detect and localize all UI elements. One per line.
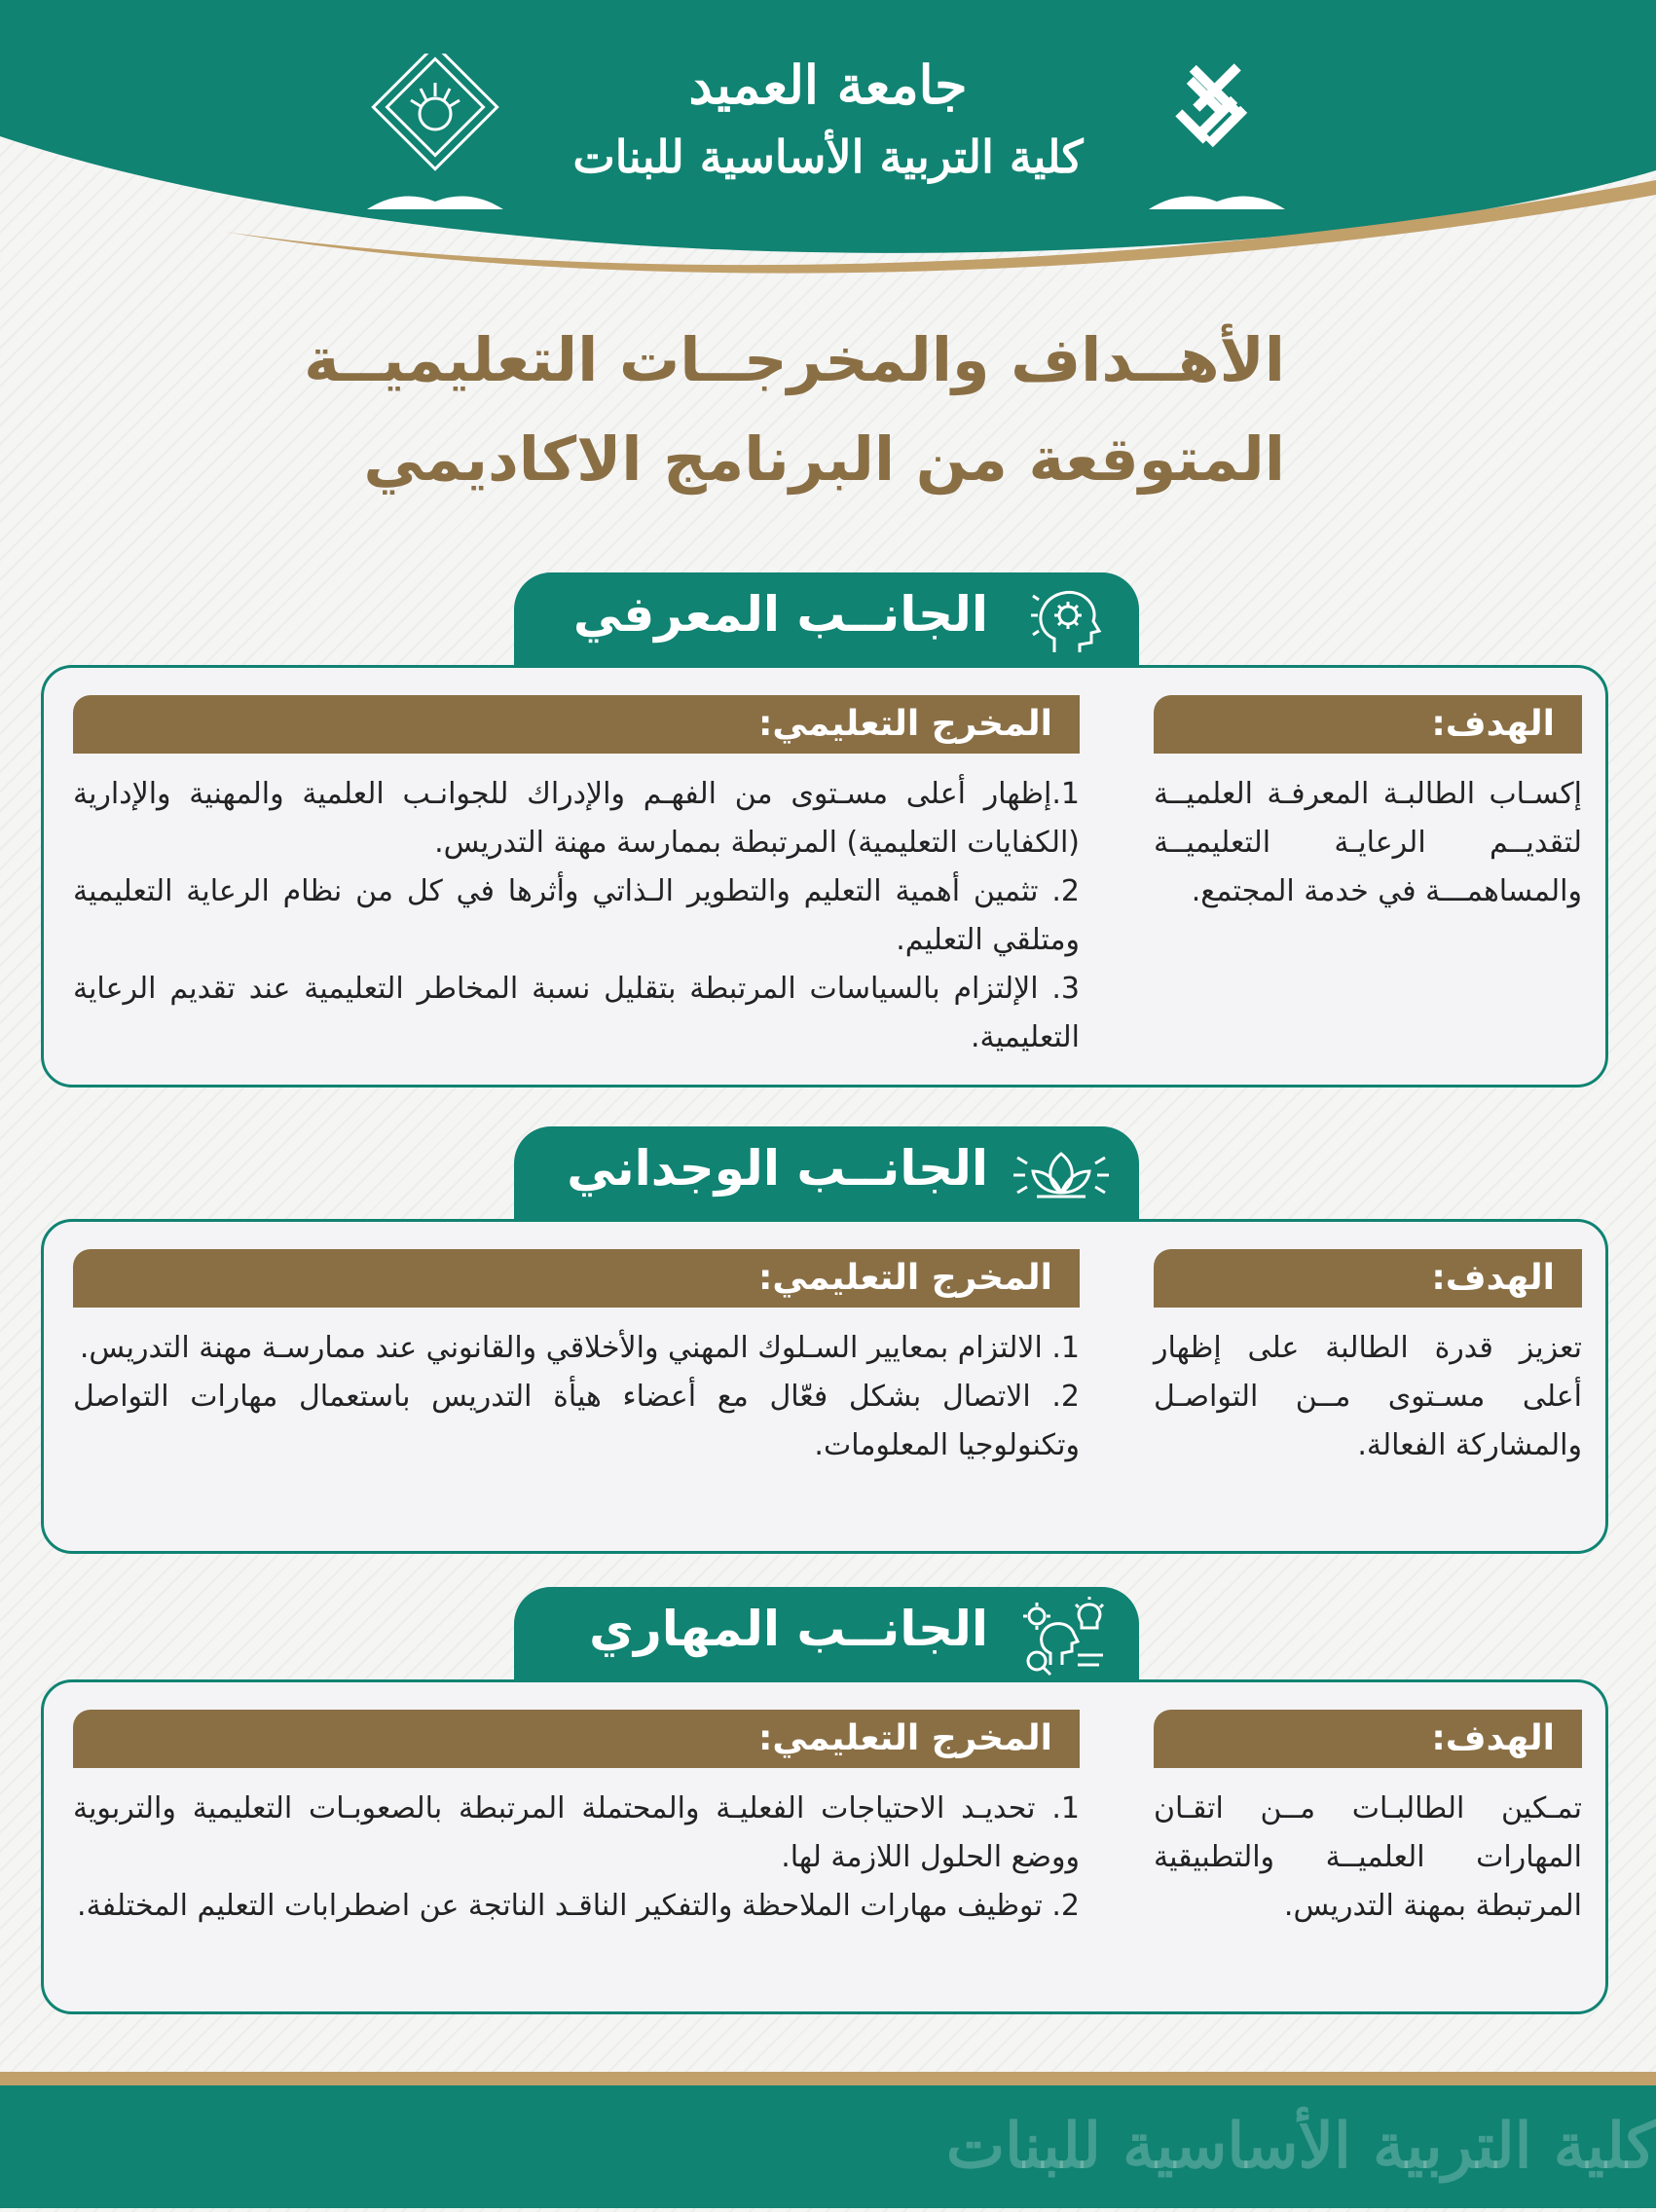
outcome-label: المخرج التعليمي: xyxy=(73,1710,1080,1768)
outcome-list xyxy=(73,1324,1080,1470)
outcome-label: المخرج التعليمي: xyxy=(73,1249,1080,1308)
brand-text xyxy=(535,51,1121,191)
outcome-list xyxy=(73,770,1080,1062)
footer-pattern-text: كلية التربية الأساسية للبنات xyxy=(945,2110,1656,2183)
section-title: الجانــب الوجداني xyxy=(567,1140,988,1197)
section-tab-cognitive xyxy=(514,572,1139,670)
section-title: الجانــب المهاري xyxy=(589,1601,988,1657)
college-kufic-logo-icon xyxy=(1144,54,1290,219)
section-tab-skills xyxy=(514,1587,1139,1684)
goal-text: إكسـاب الطالبـة المعرفـة العلميــة لتقديــم الرعايـة التعليميــة والمساهمـــة في خدمة المجتمع. xyxy=(1154,777,1582,908)
goal-label: الهدف: xyxy=(1154,1710,1582,1768)
section-card-cognitive xyxy=(41,665,1608,1088)
section-card-affective xyxy=(41,1219,1608,1554)
goal-text: تمـكين الطالبـات مــن اتقـان المهارات العلميــة والتطبيقية المرتبطة بمهنة التدريس. xyxy=(1154,1791,1582,1923)
header-banner xyxy=(0,0,1656,292)
outcome-item: 1. تحديـد الاحتياجات الفعليـة والمحتملة المرتبطة بالصعوبـات التعليمية والتربوية ووضع الحلول اللازمة لها. xyxy=(73,1791,1080,1874)
section-tab-affective xyxy=(514,1126,1139,1224)
page-title-line1: الأهــداف والمخرجــات التعليميــة xyxy=(304,324,1285,395)
outcome-item: 2. الاتصال بشكل فعّال مع أعضاء هيأة التدريس باستعمال مهارات التواصل وتكنولوجيا المعلومات. xyxy=(73,1380,1080,1462)
lotus-icon xyxy=(1008,1136,1115,1214)
footer-band xyxy=(0,2072,1656,2208)
outcome-item: 2. تثمين أهمية التعليم والتطوير الـذاتي وأثرها في كل من نظام الرعاية التعليمية ومتلقي التعليم. xyxy=(73,874,1080,957)
university-name: جامعة العميد xyxy=(688,54,968,116)
university-emblem-icon xyxy=(362,54,508,219)
outcome-item: 2. توظيف مهارات الملاحظة والتفكير الناقـد الناتجة عن اضطرابات التعليم المختلفة. xyxy=(77,1889,1080,1923)
college-name: كلية التربية الأساسية للبنات xyxy=(572,130,1084,183)
outcome-item: 1. الالتزام بمعايير السـلوك المهني والأخلاقي والقانوني عند ممارسـة مهنة التدريس. xyxy=(79,1331,1080,1365)
skills-head-icon xyxy=(1017,1597,1115,1678)
section-card-skills xyxy=(41,1679,1608,2014)
outcome-list xyxy=(73,1785,1080,1931)
outcome-item: 3. الإلتزام بالسياسات المرتبطة بتقليل نسبة المخاطر التعليمية عند تقديم الرعاية التعليمية. xyxy=(73,972,1080,1054)
section-title: الجانــب المعرفي xyxy=(572,586,988,643)
page-title-line2: المتوقعة من البرنامج الاكاديمي xyxy=(363,424,1285,495)
goal-label: الهدف: xyxy=(1154,695,1582,754)
outcome-label: المخرج التعليمي: xyxy=(73,695,1080,754)
goal-text: تعزيز قدرة الطالبة على إظهار أعلى مسـتوى مــن التواصـل والمشاركة الفعالة. xyxy=(1154,1331,1582,1462)
outcome-item: 1.إظهار أعلى مسـتوى من الفهـم والإدراك للجوانـب العلمية والمهنية والإدارية (الكفايات التعليمية) المرتبطة بممارسة مهنة التدريس. xyxy=(73,777,1080,860)
head-gear-icon xyxy=(1027,582,1115,660)
goal-label: الهدف: xyxy=(1154,1249,1582,1308)
